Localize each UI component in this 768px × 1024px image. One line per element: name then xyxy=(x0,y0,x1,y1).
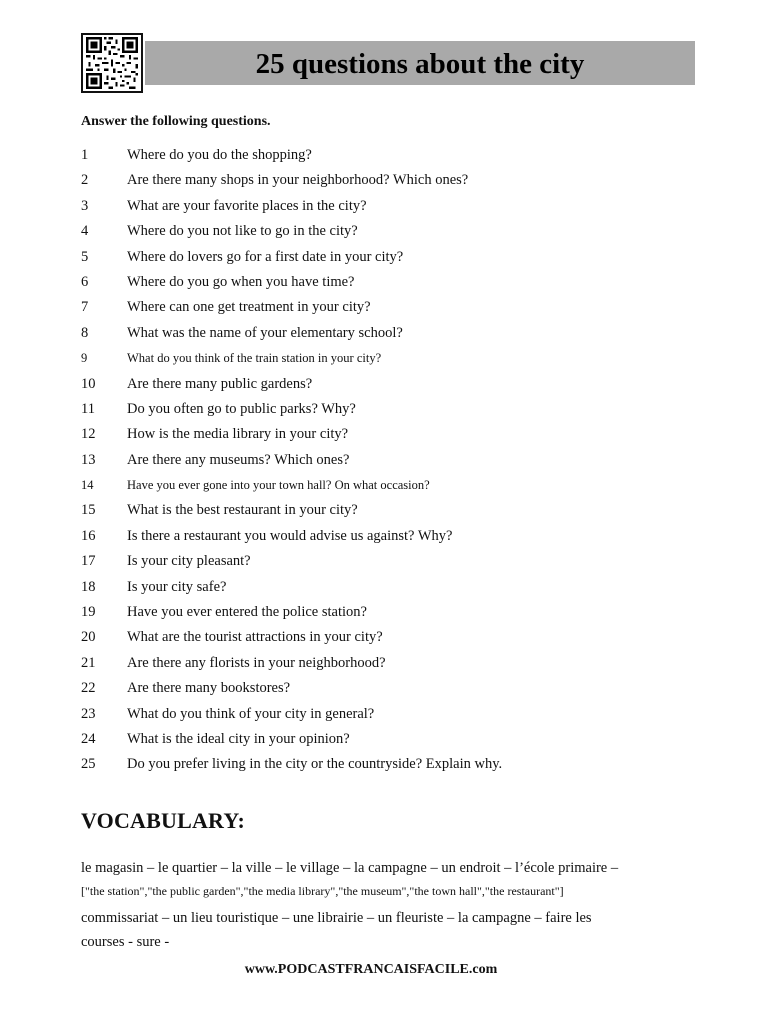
question-row xyxy=(81,625,701,650)
question-row xyxy=(81,702,701,727)
question-number: 19 xyxy=(81,604,96,621)
question-number: 25 xyxy=(81,756,96,773)
question-number: 22 xyxy=(81,680,96,697)
question-row xyxy=(81,752,701,777)
question-row xyxy=(81,676,701,701)
question-text: Are there many bookstores? xyxy=(127,680,291,697)
question-row xyxy=(81,219,701,244)
question-row xyxy=(81,727,701,752)
instructions: Answer the following questions. xyxy=(81,114,271,129)
vocabulary-line-4: courses - sure - xyxy=(81,934,170,950)
question-text: Is your city safe? xyxy=(127,578,227,595)
question-text: Are there many shops in your neighborhood? Which ones? xyxy=(127,172,469,189)
question-text: Have you ever gone into your town hall? On what occasion? xyxy=(127,478,430,493)
question-row xyxy=(81,194,701,219)
footer-url-container xyxy=(0,962,768,978)
question-number: 3 xyxy=(81,197,89,214)
question-text: Are there many public gardens? xyxy=(127,375,313,392)
question-row xyxy=(81,549,701,574)
question-number: 23 xyxy=(81,705,96,722)
vocabulary-heading: VOCABULARY: xyxy=(81,808,245,833)
question-text: How is the media library in your city? xyxy=(127,426,349,443)
question-number: 18 xyxy=(81,578,96,595)
question-number: 15 xyxy=(81,502,96,519)
question-row xyxy=(81,143,701,168)
question-number: 24 xyxy=(81,730,96,747)
question-text: Have you ever entered the police station? xyxy=(127,604,367,621)
question-row xyxy=(81,651,701,676)
question-text: Where do lovers go for a first date in your city? xyxy=(127,248,404,265)
question-list xyxy=(81,143,701,778)
question-number: 5 xyxy=(81,248,89,265)
question-row xyxy=(81,321,701,346)
question-text: Do you often go to public parks? Why? xyxy=(127,400,356,417)
question-row xyxy=(81,168,701,193)
question-text: What are the tourist attractions in your city? xyxy=(127,629,383,646)
question-number: 8 xyxy=(81,324,89,341)
vocabulary-line-3: commissariat – un lieu touristique – une librairie – un fleuriste – la campagne – faire les xyxy=(81,910,592,926)
question-text: What do you think of your city in general? xyxy=(127,705,375,722)
question-row xyxy=(81,397,701,422)
question-row xyxy=(81,295,701,320)
question-text: Where do you do the shopping? xyxy=(127,147,312,163)
question-text: Do you prefer living in the city or the countryside? Explain why. xyxy=(127,756,503,773)
question-number: 11 xyxy=(81,400,95,417)
question-text: Is there a restaurant you would advise us against? Why? xyxy=(127,527,453,544)
question-number: 2 xyxy=(81,172,89,189)
question-number: 17 xyxy=(81,553,96,570)
question-row xyxy=(81,473,701,498)
question-text: What was the name of your elementary school? xyxy=(127,324,403,341)
footer-url[interactable]: www.PODCASTFRANCAISFACILE.com xyxy=(244,962,498,977)
question-number: 4 xyxy=(81,223,89,240)
question-row xyxy=(81,575,701,600)
question-number: 1 xyxy=(81,147,89,163)
question-text: Where can one get treatment in your city? xyxy=(127,299,371,316)
question-number: 16 xyxy=(81,527,96,544)
question-number: 12 xyxy=(81,426,96,443)
question-row xyxy=(81,270,701,295)
question-number: 21 xyxy=(81,654,96,671)
question-text: Are there any museums? Which ones? xyxy=(127,451,350,468)
question-number: 7 xyxy=(81,299,89,316)
question-text: What is the best restaurant in your city? xyxy=(127,502,358,519)
question-number: 13 xyxy=(81,451,96,468)
question-row xyxy=(81,346,701,371)
question-row xyxy=(81,498,701,523)
question-text: Where do you not like to go in the city? xyxy=(127,223,358,240)
question-text: Is your city pleasant? xyxy=(127,553,251,570)
question-text: What do you think of the train station in your city? xyxy=(127,351,382,366)
question-row xyxy=(81,422,701,447)
question-row xyxy=(81,448,701,473)
question-number: 9 xyxy=(81,351,88,366)
question-row xyxy=(81,524,701,549)
question-row xyxy=(81,372,701,397)
question-text: Where do you go when you have time? xyxy=(127,273,355,290)
qr-code-icon xyxy=(81,33,143,93)
question-text: What are your favorite places in the city? xyxy=(127,197,367,214)
question-number: 14 xyxy=(81,478,94,493)
vocabulary-line-2: ["the station","the public garden","the media library","the museum","the town hall","the restaurant"] xyxy=(81,884,564,898)
vocabulary-line-1: le magasin – le quartier – la ville – le village – la campagne – un endroit – l’école primaire – xyxy=(81,860,619,876)
question-text: Are there any florists in your neighborhood? xyxy=(127,654,386,671)
page-title: 25 questions about the city xyxy=(255,48,585,80)
question-row xyxy=(81,600,701,625)
question-number: 6 xyxy=(81,273,89,290)
question-text: What is the ideal city in your opinion? xyxy=(127,730,350,747)
question-number: 20 xyxy=(81,629,96,646)
question-row xyxy=(81,245,701,270)
question-number: 10 xyxy=(81,375,96,392)
